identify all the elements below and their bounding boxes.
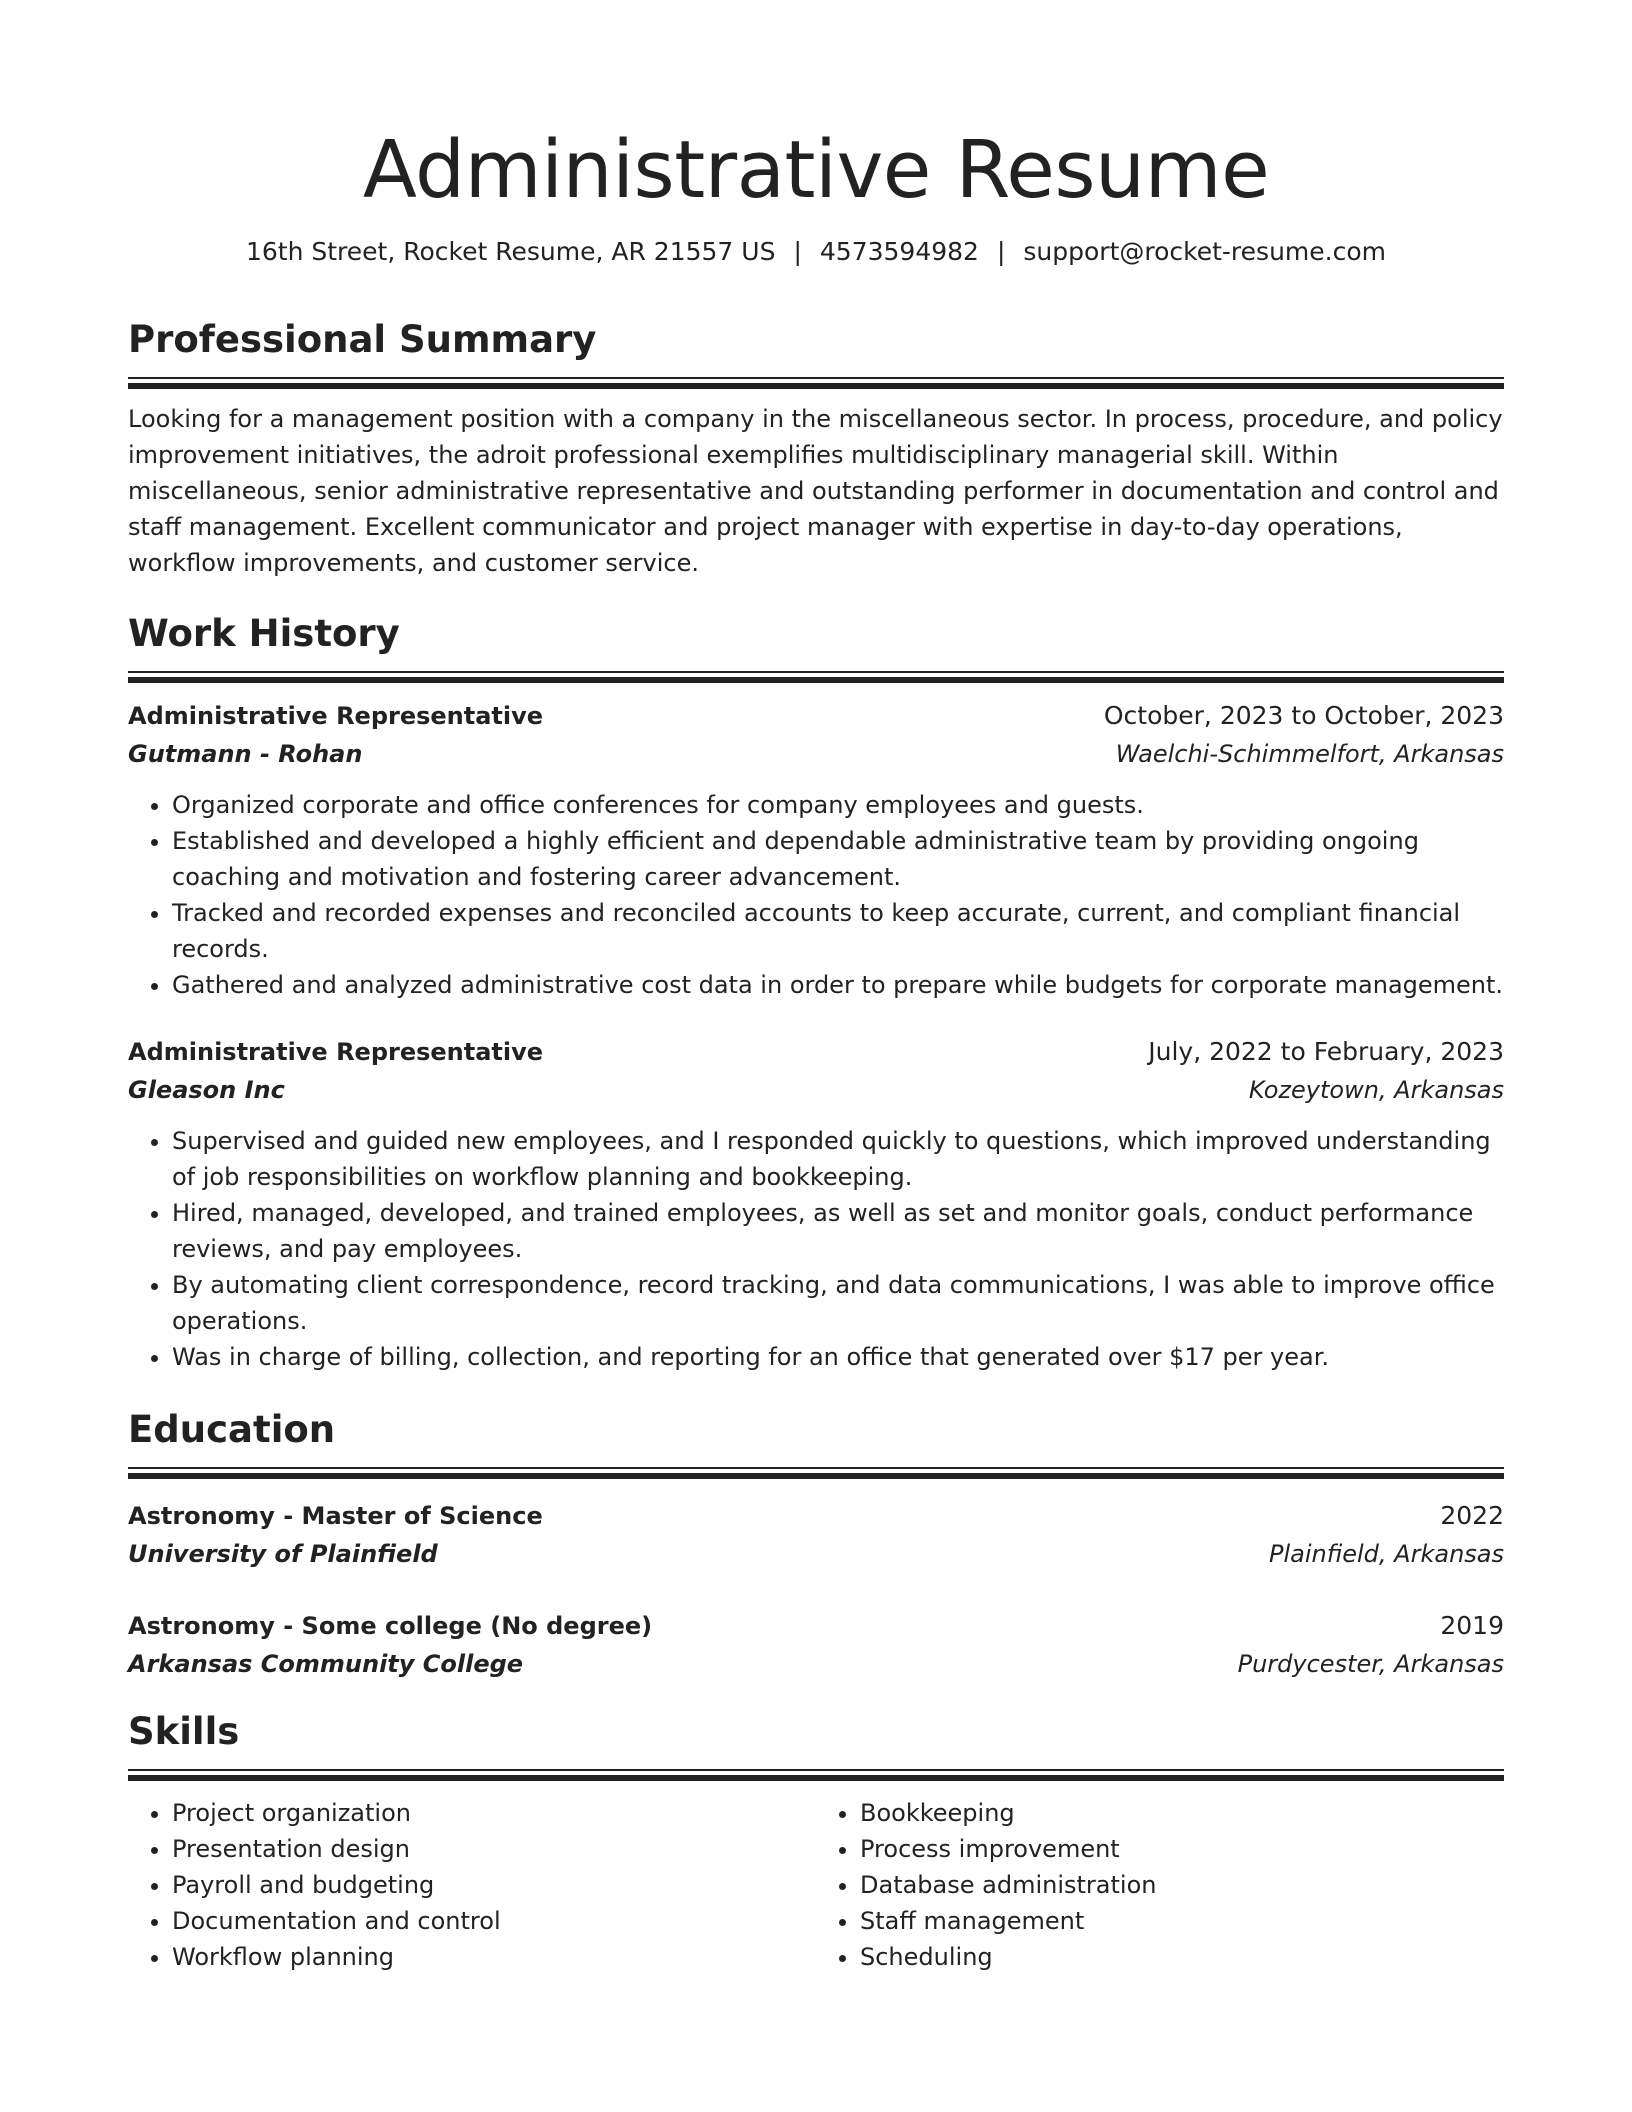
list-item: • Hired, managed, developed, and trained employees, as well as set and monitor goals, conduct performance reviews, and pay employees. — [172, 1195, 1504, 1267]
contact-line — [128, 235, 1504, 269]
education-year: 2019 — [1440, 1611, 1504, 1640]
job-company: Gleason Inc — [128, 1076, 285, 1104]
contact-address: 16th Street, Rocket Resume, AR 21557 US — [245, 237, 776, 266]
section-heading-summary: Professional Summary — [128, 318, 597, 361]
section-heading-skills: Skills — [128, 1710, 240, 1753]
work-history-section — [128, 610, 1504, 1375]
section-heading-work-history: Work History — [128, 612, 400, 655]
education-header — [128, 1497, 1504, 1535]
job-header — [128, 1033, 1504, 1071]
skill-item: • Process improvement — [860, 1831, 1504, 1867]
job-subheader — [128, 735, 1504, 773]
summary-text: Looking for a management position with a company in the miscellaneous sector. In process, procedure, and policy improvement initiatives, the adroit professional exemplifies multidisciplinary managerial skill. Within miscellaneous, senior administrative representative and outstanding performer in documentation and control and staff management. Excellent communicator and project manager with expertise in day-to-day operations, workflow improvements, and customer service. — [128, 405, 1503, 577]
job-subheader — [128, 1071, 1504, 1109]
section-divider — [128, 671, 1504, 683]
education-location: Plainfield, Arkansas — [1269, 1540, 1504, 1568]
list-item: • Tracked and recorded expenses and reconciled accounts to keep accurate, current, and compliant financial records. — [172, 895, 1504, 967]
education-subheader — [128, 1535, 1504, 1573]
skills-section — [128, 1708, 1504, 1975]
job-location: Kozeytown, Arkansas — [1248, 1076, 1504, 1104]
job-title: Administrative Representative — [128, 1038, 544, 1066]
section-heading-education: Education — [128, 1408, 336, 1451]
skill-item: • Documentation and control — [172, 1903, 816, 1939]
education-school: University of Plainfield — [128, 1540, 438, 1568]
skill-item: • Presentation design — [172, 1831, 816, 1867]
list-item: • Established and developed a highly efficient and dependable administrative team by providing ongoing coaching and motivation and fostering career advancement. — [172, 823, 1504, 895]
list-item: • Supervised and guided new employees, and I responded quickly to questions, which improved understanding of job responsibilities on workflow planning and bookkeeping. — [172, 1123, 1504, 1195]
education-header — [128, 1607, 1504, 1645]
summary-section — [128, 316, 1504, 581]
education-entry — [128, 1607, 1504, 1683]
job-dates: October, 2023 to October, 2023 — [1103, 701, 1504, 730]
education-year: 2022 — [1440, 1501, 1504, 1530]
education-subheader — [128, 1645, 1504, 1683]
job-dates: July, 2022 to February, 2023 — [1148, 1037, 1504, 1066]
skills-list-right — [816, 1795, 1504, 1975]
job-duties-list — [128, 1123, 1504, 1375]
education-degree: Astronomy - Some college (No degree) — [128, 1612, 653, 1640]
page-title: Administrative Resume — [362, 124, 1270, 216]
contact-email: support@rocket-resume.com — [1023, 237, 1386, 266]
skill-item: • Database administration — [860, 1867, 1504, 1903]
job-entry — [128, 1033, 1504, 1375]
section-divider — [128, 377, 1504, 389]
education-section — [128, 1406, 1504, 1683]
contact-separator: | — [793, 237, 802, 266]
job-entry — [128, 697, 1504, 1003]
education-degree: Astronomy - Master of Science — [128, 1502, 543, 1530]
skills-columns — [128, 1795, 1504, 1975]
list-item: • Organized corporate and office conferences for company employees and guests. — [172, 787, 1504, 823]
education-school: Arkansas Community College — [128, 1650, 524, 1678]
list-item: • Was in charge of billing, collection, and reporting for an office that generated over $17 per year. — [172, 1339, 1504, 1375]
list-item: • Gathered and analyzed administrative cost data in order to prepare while budgets for corporate management. — [172, 967, 1504, 1003]
education-location: Purdycester, Arkansas — [1237, 1650, 1504, 1678]
job-duties-list — [128, 787, 1504, 1003]
list-item: • By automating client correspondence, record tracking, and data communications, I was able to improve office operations. — [172, 1267, 1504, 1339]
resume-header — [128, 124, 1504, 216]
skill-item: • Bookkeeping — [860, 1795, 1504, 1831]
job-title: Administrative Representative — [128, 702, 544, 730]
section-divider — [128, 1467, 1504, 1479]
skill-item: • Scheduling — [860, 1939, 1504, 1975]
skill-item: • Workflow planning — [172, 1939, 816, 1975]
job-company: Gutmann - Rohan — [128, 740, 363, 768]
education-entry — [128, 1497, 1504, 1573]
skill-item: • Project organization — [172, 1795, 816, 1831]
section-divider — [128, 1769, 1504, 1781]
job-header — [128, 697, 1504, 735]
job-location: Waelchi-Schimmelfort, Arkansas — [1115, 740, 1504, 768]
skills-list-left — [128, 1795, 816, 1975]
contact-separator: | — [996, 237, 1006, 266]
skill-item: • Staff management — [860, 1903, 1504, 1939]
contact-phone: 4573594982 — [819, 237, 979, 266]
skill-item: • Payroll and budgeting — [172, 1867, 816, 1903]
